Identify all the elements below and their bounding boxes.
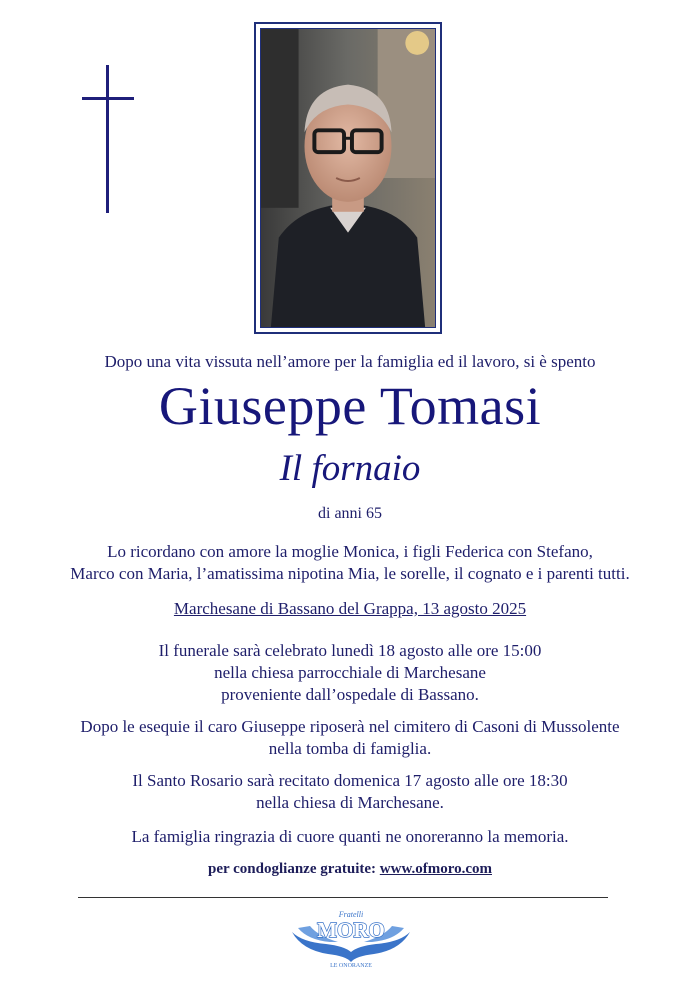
burial-line: Dopo le esequie il caro Giuseppe riposerà nel cimitero di Casoni di Mussolente [80, 717, 620, 736]
condolence-line [0, 861, 700, 878]
latin-cross-icon [82, 65, 134, 213]
hands-logo-icon [288, 906, 414, 968]
condolence-label: per condoglianze gratuite: [208, 861, 377, 877]
deceased-role: Il fornaio [279, 448, 421, 489]
funeral-info [0, 640, 700, 706]
logo-sub-text: LE ONORANZE [330, 963, 372, 968]
remembered-by [0, 541, 700, 585]
remembered-line: Lo ricordano con amore la moglie Monica, i figli Federica con Stefano, [107, 542, 593, 561]
logo-main-text: MORO [317, 918, 385, 942]
portrait-photo [254, 22, 442, 334]
funeral-line: nella chiesa parrocchiale di Marchesane [214, 663, 486, 682]
deceased-name: Giuseppe Tomasi [158, 376, 542, 436]
intro-text: Dopo una vita vissuta nell’amore per la famiglia ed il lavoro, si è spento [104, 352, 596, 371]
burial-info [0, 716, 700, 760]
divider [78, 897, 608, 898]
funeral-line: Il funerale sarà celebrato lunedì 18 agosto alle ore 15:00 [158, 641, 542, 660]
remembered-line: Marco con Maria, l’amatissima nipotina Mia, le sorelle, il cognato e i parenti tutti. [70, 564, 630, 583]
rosary-info [0, 770, 700, 814]
burial-line: nella tomba di famiglia. [268, 739, 432, 758]
rosary-line: Il Santo Rosario sarà recitato domenica 17 agosto alle ore 18:30 [132, 771, 568, 790]
funeral-line: proveniente dall’ospedale di Bassano. [221, 685, 479, 704]
condolence-link[interactable]: www.ofmoro.com [379, 861, 492, 877]
rosary-line: nella chiesa di Marchesane. [256, 793, 444, 812]
deceased-age: di anni 65 [318, 505, 382, 522]
place-date: Marchesane di Bassano del Grappa, 13 agosto 2025 [173, 599, 527, 618]
logo-top-text: Fratelli [338, 910, 364, 919]
thanks-text: La famiglia ringrazia di cuore quanti ne onoreranno la memoria. [131, 827, 569, 846]
